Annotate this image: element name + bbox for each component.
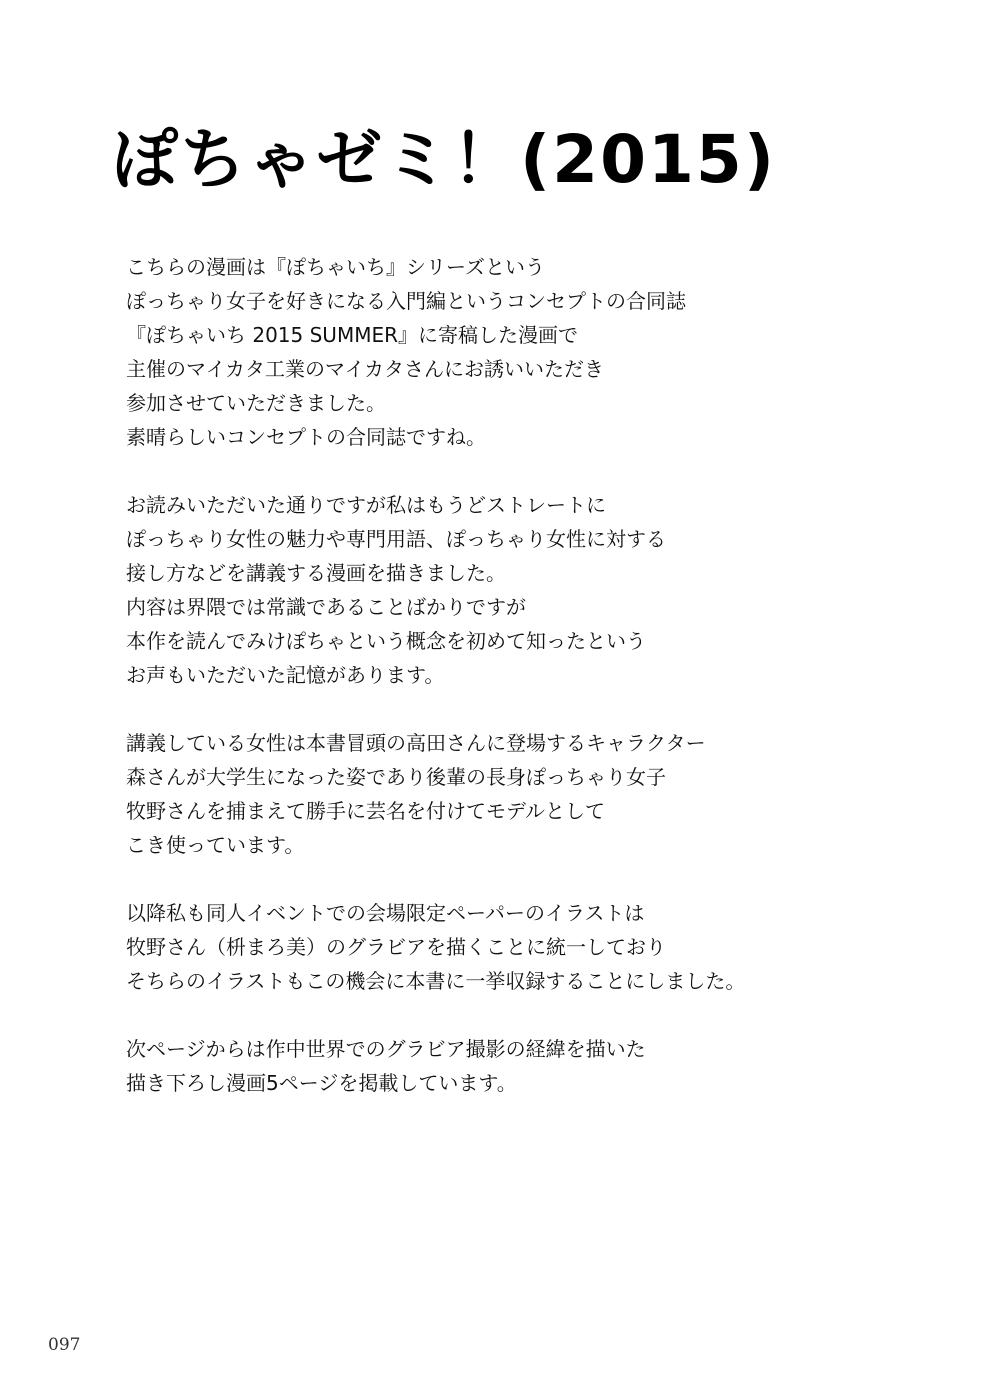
- paragraph-5: [126, 1032, 826, 1100]
- page-title: ぽちゃゼミ！(2015): [112, 121, 777, 198]
- text-line: 描き下ろし漫画5ページを掲載しています。: [126, 1071, 517, 1095]
- text-line: 主催のマイカタ工業のマイカタさんにお誘いいただき: [126, 357, 604, 381]
- paragraph-2: [126, 488, 826, 692]
- text-line: お声もいただいた記憶があります。: [126, 663, 445, 687]
- text-line: 本作を読んでみけぽちゃという概念を初めて知ったという: [126, 629, 646, 653]
- text-line: 牧野さんを捕まえて勝手に芸名を付けてモデルとして: [126, 799, 605, 823]
- body-text: [126, 250, 826, 1134]
- text-line: こちらの漫画は『ぽちゃいち』シリーズという: [126, 255, 545, 279]
- text-line: 接し方などを講義する漫画を描きました。: [126, 561, 506, 585]
- paragraph-1: [126, 250, 826, 454]
- text-line: 次ページからは作中世界でのグラビア撮影の経緯を描いた: [126, 1037, 646, 1061]
- text-line: 講義している女性は本書冒頭の高田さんに登場するキャラクター: [126, 731, 706, 755]
- page-number: 097: [48, 1335, 81, 1355]
- text-line: 『ぽちゃいち 2015 SUMMER』に寄稿した漫画で: [126, 323, 578, 347]
- text-line: ぽっちゃり女子を好きになる入門編というコンセプトの合同誌: [126, 289, 686, 313]
- text-line: 内容は界隈では常識であることばかりですが: [126, 595, 526, 619]
- text-line: 牧野さん（枡まろ美）のグラビアを描くことに統一しており: [126, 935, 666, 959]
- paragraph-3: [126, 726, 826, 862]
- text-line: 参加させていただきました。: [126, 391, 386, 415]
- text-line: こき使っています。: [126, 833, 305, 857]
- text-line: お読みいただいた通りですが私はもうどストレートに: [126, 493, 606, 517]
- text-line: 素晴らしいコンセプトの合同誌ですね。: [126, 425, 486, 449]
- text-line: ぽっちゃり女性の魅力や専門用語、ぽっちゃり女性に対する: [126, 527, 666, 551]
- paragraph-4: [126, 896, 826, 998]
- text-line: 森さんが大学生になった姿であり後輩の長身ぽっちゃり女子: [126, 765, 666, 789]
- text-line: 以降私も同人イベントでの会場限定ペーパーのイラストは: [126, 901, 645, 925]
- text-line: そちらのイラストもこの機会に本書に一挙収録することにしました。: [126, 969, 746, 993]
